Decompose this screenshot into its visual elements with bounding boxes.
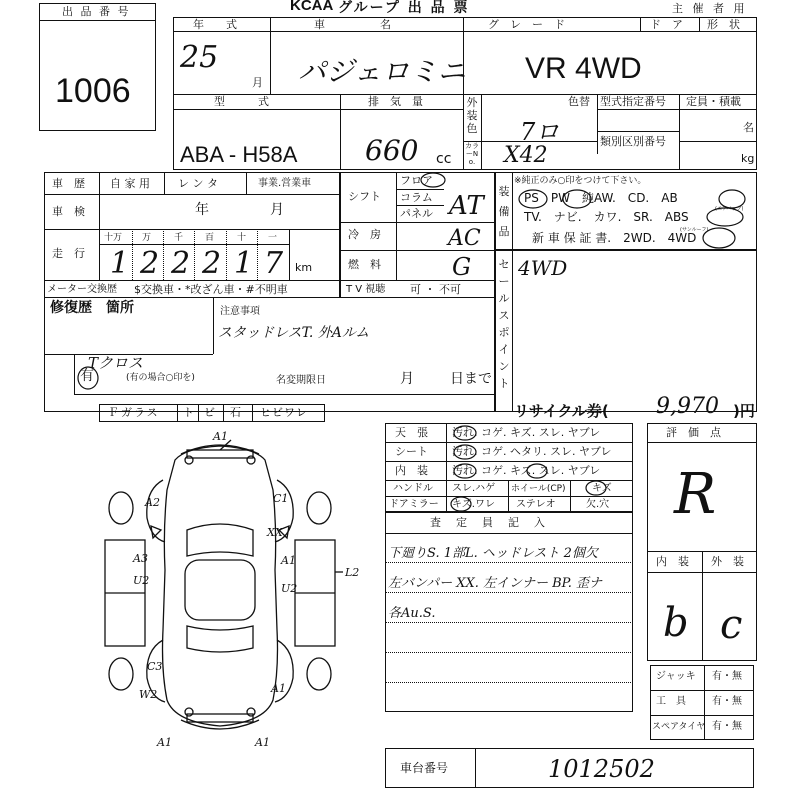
inspection-year-unit: 年 xyxy=(195,202,209,218)
digit-label-10: 十 xyxy=(237,233,247,243)
row2-header-line xyxy=(173,109,463,110)
row1-sep-4 xyxy=(699,17,700,32)
row2-sep-3 xyxy=(481,94,482,170)
capacity-label: 定員・積載 xyxy=(686,95,741,108)
glass-sep-2 xyxy=(198,404,199,422)
lot-divider xyxy=(39,20,156,21)
lot-number: 1006 xyxy=(55,72,131,110)
chassis-label: 車台番号 xyxy=(400,761,449,775)
row2-mid-line xyxy=(597,109,757,110)
month-unit: 月 xyxy=(252,76,263,89)
digit-sep-2 xyxy=(163,229,164,280)
chassis-sep xyxy=(475,748,476,788)
equipment-note: ※純正のみ○印をつけて下さい。 xyxy=(514,176,647,186)
handle-label: ハンドル xyxy=(393,483,433,494)
grade-value: VR 4WD xyxy=(525,52,642,85)
color-value: 7ロ xyxy=(520,118,560,146)
damage-mark-u2-left: U2 xyxy=(133,574,150,587)
cc-unit: cc xyxy=(436,151,452,167)
repair-note: (有の場合○印を) xyxy=(126,373,195,383)
shift-line-1 xyxy=(340,222,495,223)
digit-label-1: 一 xyxy=(268,233,278,243)
accessory-tools-label: 工 具 xyxy=(656,696,686,707)
ac-label: 冷 房 xyxy=(348,228,381,241)
name-change-label: 名変期限日 xyxy=(276,375,326,386)
repair-circle xyxy=(74,364,102,392)
digit-label-1k: 千 xyxy=(174,233,184,243)
accessory-spare-label: スペアタイヤ xyxy=(652,722,706,732)
tv-label: T V 視聴 xyxy=(346,284,386,295)
inspector-rule-4 xyxy=(385,652,633,653)
interior-row-1-label: 天 張 xyxy=(395,426,428,439)
row2-mid-line-4 xyxy=(679,141,757,142)
mileage-digit-4: 2 xyxy=(202,246,222,281)
rating-exterior-value: c xyxy=(720,602,743,648)
digit-label-100k: 十万 xyxy=(104,233,123,243)
brand-logo: KCAA xyxy=(290,0,334,14)
tv-options: 可 ・ 不可 xyxy=(410,283,461,296)
accessory-jack-label: ジャッキ xyxy=(656,671,696,682)
mirror-label: ドアミラー xyxy=(389,499,439,510)
stereo-label: ステレオ xyxy=(516,499,556,510)
mirror-options: キズ.ワレ xyxy=(452,499,495,510)
accessory-line-2 xyxy=(650,715,754,716)
rating-interior-label: 内 装 xyxy=(656,555,689,568)
row2-sep-2 xyxy=(463,94,464,170)
digit-sep-4 xyxy=(226,229,227,280)
wheel-options: キズ xyxy=(592,483,612,494)
airbag-sub: (エアバッグ) xyxy=(715,206,744,212)
lot-label: 出 品 番 号 xyxy=(62,5,131,18)
recycle-label: リサイクル券( xyxy=(514,402,609,420)
shift-sub-2 xyxy=(396,205,444,206)
glass-cell-1: ト xyxy=(183,406,194,419)
color-no-value: X42 xyxy=(504,143,548,168)
year-label: 年 式 xyxy=(193,18,237,31)
mileage-label: 走 行 xyxy=(52,247,85,260)
fuel-label: 燃 料 xyxy=(348,258,381,271)
row2-mid-line-2 xyxy=(597,131,679,132)
glass-cell-4: ヒビワレ xyxy=(260,406,308,419)
digit-label-100: 百 xyxy=(205,233,215,243)
car-name-value: パジェロミニ xyxy=(298,55,466,88)
repair-sep-h2 xyxy=(74,394,494,395)
inspector-rule-2 xyxy=(385,592,633,593)
fuel-value: G xyxy=(452,253,472,281)
glass-sep-3 xyxy=(223,404,224,422)
hist-line-2 xyxy=(44,229,340,230)
history-option-business: 事業.営業車 xyxy=(258,178,312,189)
displacement-value: 660 xyxy=(365,134,419,167)
recycle-suffix: )円 xyxy=(733,402,755,420)
rating-sep xyxy=(702,551,703,661)
meter-exchange-label: メーター交換歴 xyxy=(47,284,117,295)
history-label: 車 歴 xyxy=(52,177,85,190)
rating-value: R xyxy=(674,462,717,527)
interior-row-1-options: 汚れ. コゲ. キズ. スレ. ヤブレ xyxy=(452,426,601,439)
interior-row-3-label: 内 装 xyxy=(395,464,428,477)
glass-cell-3: 石 xyxy=(230,406,241,419)
repair-sep-v xyxy=(213,298,214,354)
vehicle-diagram xyxy=(95,430,375,750)
glass-label: Ｆガラス xyxy=(108,406,160,419)
equipment-line-3: 新 車 保 証 書. 2WD. 4WD xyxy=(532,231,697,245)
damage-mark-a2: A2 xyxy=(145,496,160,509)
hist-opt-sep-2 xyxy=(246,172,247,194)
rating-header-line xyxy=(647,442,757,443)
inspector-line-3: 各Au.S. xyxy=(388,606,436,621)
damage-mark-u2-right: U2 xyxy=(281,582,298,595)
hist-opt-sep-1 xyxy=(164,172,165,194)
shift-column: コラム xyxy=(400,191,433,204)
digit-sep-3 xyxy=(194,229,195,280)
interior-row-2-options: 汚れ. コゲ. ヘタリ. スレ. ヤブレ xyxy=(452,445,612,458)
mileage-digit-6: 7 xyxy=(264,246,284,281)
inspector-rule-3 xyxy=(385,622,633,623)
person-unit: 名 xyxy=(743,121,754,134)
caution-value: スタッドレスT. 外Aルム xyxy=(218,325,370,341)
damage-mark-c1: C1 xyxy=(273,492,289,505)
damage-mark-a1-front: A1 xyxy=(213,430,228,443)
hist-line-3 xyxy=(44,280,340,281)
inspector-header-line xyxy=(385,533,633,534)
accessory-jack-value: 有・無 xyxy=(712,671,742,682)
rating-exterior-label: 外 装 xyxy=(711,555,744,568)
shape-label: 形 状 xyxy=(707,18,740,31)
form-title: グループ 出 品 票 xyxy=(338,0,470,16)
model-value: ABA - H58A xyxy=(180,142,298,167)
shift-floor: フロア xyxy=(400,174,433,187)
shift-panel: パネル xyxy=(400,207,433,220)
name-change-day: 日まで xyxy=(450,371,492,387)
accessory-spare-value: 有・無 xyxy=(712,721,742,732)
km-unit: km xyxy=(295,261,313,274)
shift-label: シフト xyxy=(348,190,381,203)
inspector-line-1: 下廻りS. 1部L. ヘッドレスト 2個欠 xyxy=(388,546,598,561)
chassis-value: 1012502 xyxy=(548,755,655,783)
damage-mark-c3: C3 xyxy=(147,660,163,673)
inspection-label: 車 検 xyxy=(52,205,85,218)
equipment-circles xyxy=(495,172,757,250)
repair-mark: 有 xyxy=(80,368,94,384)
recycle-value: 9,970 xyxy=(656,394,719,419)
shift-line-3 xyxy=(340,280,495,281)
damage-mark-xx: XX xyxy=(267,526,283,539)
mileage-digit-1: 1 xyxy=(110,246,130,281)
name-change-month: 月 xyxy=(400,371,414,387)
row1-sep-3 xyxy=(640,17,641,32)
organizer-label: 主 催 者 用 xyxy=(672,2,748,15)
damage-mark-a1-rear-right: A1 xyxy=(271,682,286,695)
exterior-color-label: 外装色 xyxy=(466,96,478,135)
row2-sep-1 xyxy=(340,94,341,170)
caution-label: 注意事項 xyxy=(220,306,260,317)
interior-row-3-options: 汚れ. コゲ. キズ. スレ. ヤブレ xyxy=(452,464,601,477)
inspector-label: 査 定 員 記 入 xyxy=(430,516,547,529)
category-label: 類別区別番号 xyxy=(600,135,666,148)
digit-sep-5 xyxy=(257,229,258,280)
accessory-tools-value: 有・無 xyxy=(712,696,742,707)
damage-mark-l2: L2 xyxy=(345,566,360,579)
equipment-line-2: TV. ナビ. カワ. SR. ABS xyxy=(524,210,689,224)
accessory-line-1 xyxy=(650,690,754,691)
hist-line-1 xyxy=(44,194,340,195)
inspector-line-2: 左バンパー XX. 左インナー BP. 歪ナ xyxy=(388,576,603,591)
repair-handwritten: Tクロス xyxy=(88,354,144,372)
row2-sep-5 xyxy=(679,94,680,170)
stereo-options: 欠.穴 xyxy=(586,499,610,510)
sales-sep xyxy=(512,250,513,412)
year-value: 25 xyxy=(180,40,219,75)
mileage-digit-2: 2 xyxy=(140,246,160,281)
shift-sub-1 xyxy=(396,189,444,190)
car-name-label: 車 名 xyxy=(314,18,391,31)
history-option-rental: レ ン タ xyxy=(178,177,218,190)
shift-value: AT xyxy=(449,191,484,221)
meter-exchange-options: $交換車・*改ざん車・#不明車 xyxy=(134,283,288,296)
grade-label: グ レ ー ド xyxy=(488,18,565,31)
glass-sep-1 xyxy=(177,404,178,422)
history-option-private: 自 家 用 xyxy=(110,177,150,190)
door-label: ド ア xyxy=(650,18,683,31)
hist-label-sep xyxy=(99,172,100,280)
mileage-digit-5: 1 xyxy=(234,246,254,281)
equipment-label: 装備品 xyxy=(498,185,510,238)
row2-sep-4 xyxy=(597,94,598,154)
sunroof-sub: (サンルーフ) xyxy=(680,227,709,233)
digit-sep-6 xyxy=(289,229,290,280)
handle-options: スレ.ハゲ xyxy=(452,483,496,494)
equipment-line-1: PS PW 純AW. CD. AB xyxy=(524,191,678,205)
row1-header-line xyxy=(173,31,757,32)
glass-sep-4 xyxy=(252,404,253,422)
inspection-month-unit: 月 xyxy=(270,202,284,218)
displacement-label: 排 気 量 xyxy=(368,95,423,108)
digit-label-10k: 万 xyxy=(142,233,152,243)
damage-mark-a1-rear: A1 xyxy=(255,736,270,749)
rating-label: 評 価 点 xyxy=(666,426,721,439)
row1-sep-1 xyxy=(270,17,271,94)
ac-value: AC xyxy=(448,226,481,251)
damage-mark-w2: W2 xyxy=(139,688,158,701)
mileage-digit-3: 2 xyxy=(171,246,191,281)
interior-circles xyxy=(385,423,633,512)
model-label: 型 式 xyxy=(214,95,269,108)
sales-point-label: セールスポイント xyxy=(498,258,510,390)
inspector-rule-5 xyxy=(385,682,633,683)
sales-point-value: 4WD xyxy=(518,256,568,280)
kg-unit: kg xyxy=(741,152,755,165)
damage-mark-a1-rear-left: A1 xyxy=(157,736,172,749)
wheel-label: ホイール(CP) xyxy=(511,484,566,494)
shift-floor-circle xyxy=(418,171,448,189)
repair-label: 修復歴 箇所 xyxy=(50,300,134,316)
type-spec-label: 型式指定番号 xyxy=(600,95,666,108)
rating-interior-value: b xyxy=(663,600,689,646)
digit-sep-1 xyxy=(132,229,133,280)
color-change-label: 色替 xyxy=(568,95,590,108)
interior-row-2-label: シート xyxy=(395,445,428,458)
glass-cell-2: ビ xyxy=(204,406,215,419)
lot-number-box xyxy=(39,3,156,131)
damage-mark-a3: A3 xyxy=(133,552,148,565)
color-no-label: カラーNo. xyxy=(465,142,479,166)
inspector-rule-1 xyxy=(385,562,633,563)
damage-mark-a1-right: A1 xyxy=(281,554,296,567)
